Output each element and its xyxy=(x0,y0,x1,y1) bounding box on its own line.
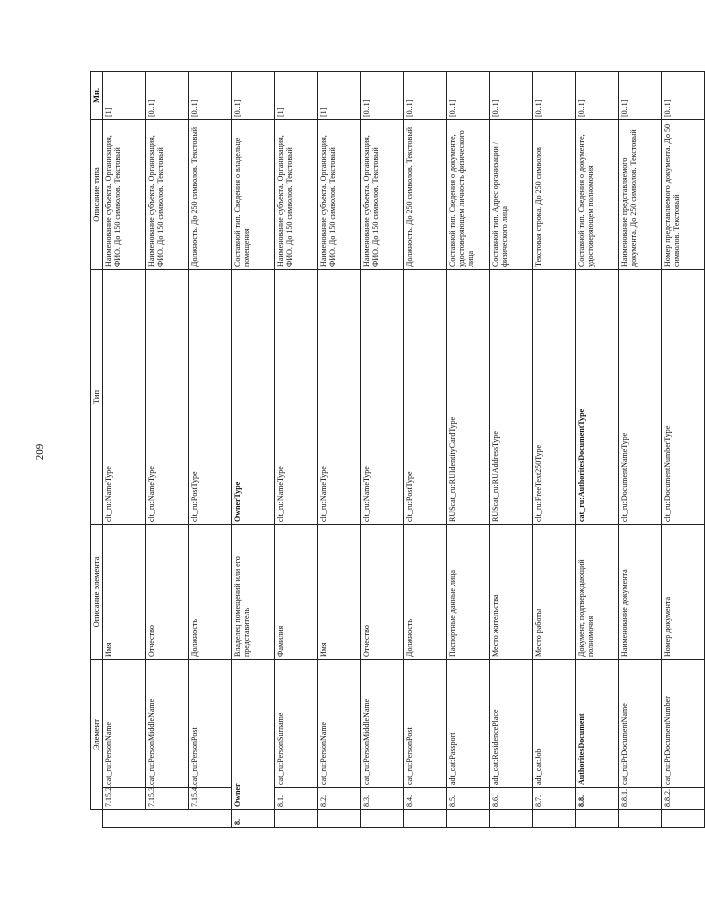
header-blank xyxy=(91,810,103,828)
row-type-desc: Наименование субъекта. Организация, ФИО. До 150 символов. Текстовый xyxy=(361,120,404,270)
schema-table xyxy=(90,71,705,828)
row-type: clt_ru:NameType xyxy=(318,270,361,525)
table-row xyxy=(490,72,533,828)
row-number: 7.15.4. xyxy=(189,788,232,810)
table-row xyxy=(662,72,705,828)
table-row xyxy=(318,72,361,828)
row-type-desc: Составной тип. Сведения о владельце помещения xyxy=(232,120,275,270)
row-number: 8.5. xyxy=(447,788,490,810)
row-element: cat_ru:PersonMiddleName xyxy=(146,660,189,788)
row-element-desc: Отчество xyxy=(361,525,404,660)
row-number: 8.7. xyxy=(533,788,576,810)
row-type-desc: Текстовая строка. До 250 символов xyxy=(533,120,576,270)
row-element: Owner xyxy=(232,660,275,810)
table-row xyxy=(103,72,146,828)
row-number: 8.3. xyxy=(361,788,404,810)
row-spacer xyxy=(103,810,146,828)
row-spacer xyxy=(576,810,619,828)
row-element-desc: Должность xyxy=(404,525,447,660)
row-type-desc: Составной тип. Адрес организации / физического лица xyxy=(490,120,533,270)
row-type-desc: Наименование субъекта. Организация, ФИО. До 150 символов. Текстовый xyxy=(318,120,361,270)
row-spacer xyxy=(361,810,404,828)
row-element: AuthoritesDocument xyxy=(576,660,619,788)
rotated-table-wrapper xyxy=(90,72,681,828)
row-type: clt_ru:NameType xyxy=(103,270,146,525)
row-element: cat_ru:PersonSurname xyxy=(275,660,318,788)
row-spacer xyxy=(533,810,576,828)
row-element-desc: Место работы xyxy=(533,525,576,660)
row-spacer xyxy=(404,810,447,828)
row-type: cat_ru:AuthoritesDocumentType xyxy=(576,270,619,525)
row-element-desc: Номер документа xyxy=(662,525,705,660)
row-type-desc: Наименование представляемого документа. До 250 символов. Текстовый xyxy=(619,120,662,270)
page-number: 209 xyxy=(34,443,46,461)
table-row xyxy=(361,72,404,828)
row-number: 8.6. xyxy=(490,788,533,810)
row-spacer xyxy=(490,810,533,828)
row-multiplicity: [0..1] xyxy=(619,72,662,120)
row-type: clt_ru:PostType xyxy=(189,270,232,525)
row-number: 8.1. xyxy=(275,788,318,810)
row-multiplicity: [0..1] xyxy=(576,72,619,120)
row-type: clt_ru:DocumentNumberType xyxy=(662,270,705,525)
table-row xyxy=(533,72,576,828)
row-type: OwnerType xyxy=(232,270,275,525)
row-type-desc: Наименование субъекта. Организация, ФИО. До 150 символов. Текстовый xyxy=(146,120,189,270)
header-element: Элемент xyxy=(91,660,103,810)
row-spacer xyxy=(318,810,361,828)
row-type-desc: Наименование субъекта. Организация, ФИО. До 150 символов. Текстовый xyxy=(275,120,318,270)
table-row xyxy=(146,72,189,828)
header-type: Тип xyxy=(91,270,103,525)
row-element: cat_ru:PersonName xyxy=(103,660,146,788)
row-element: cat_ru:PersonMiddleName xyxy=(361,660,404,788)
row-type: clt_ru:NameType xyxy=(275,270,318,525)
header-type-desc: Описание типа xyxy=(91,120,103,270)
row-spacer xyxy=(146,810,189,828)
row-multiplicity: [0..1] xyxy=(232,72,275,120)
table-row-subsection xyxy=(576,72,619,828)
row-element-desc: Наименование документа xyxy=(619,525,662,660)
row-spacer xyxy=(189,810,232,828)
row-element: adt_cat:ResidencePlace xyxy=(490,660,533,788)
row-element: adt_cat:Job xyxy=(533,660,576,788)
row-element-desc: Владелец помещений или его представитель xyxy=(232,525,275,660)
row-number: 8.8.2. xyxy=(662,788,705,810)
row-number: 8.8. xyxy=(576,788,619,810)
row-element-desc: Отчество xyxy=(146,525,189,660)
row-element: cat_ru:PrDocumentNumber xyxy=(662,660,705,788)
table-row-section xyxy=(232,72,275,828)
table-row xyxy=(404,72,447,828)
row-type: clt_ru:PostType xyxy=(404,270,447,525)
row-number: 7.15.2. xyxy=(103,788,146,810)
row-type-desc: Составной тип. Сведения о документе, удостоверяющем личность физического лица xyxy=(447,120,490,270)
row-multiplicity: [0..1] xyxy=(404,72,447,120)
row-type: clt_ru:DocumentNameType xyxy=(619,270,662,525)
row-spacer xyxy=(619,810,662,828)
row-spacer xyxy=(275,810,318,828)
row-type: clt_ru:NameType xyxy=(146,270,189,525)
row-element-desc: Имя xyxy=(103,525,146,660)
row-type: RUScat_ru:RUIdentityCardType xyxy=(447,270,490,525)
row-multiplicity: [0..1] xyxy=(533,72,576,120)
header-element-desc: Описание элемента xyxy=(91,525,103,660)
row-element-desc: Место жительства xyxy=(490,525,533,660)
row-multiplicity: [1] xyxy=(103,72,146,120)
row-element: adt_cat:Passport xyxy=(447,660,490,788)
row-type-desc: Наименование субъекта. Организация, ФИО. До 150 символов. Текстовый xyxy=(103,120,146,270)
row-type: RUScat_ru:RUAddressType xyxy=(490,270,533,525)
header-multiplicity: Мн. xyxy=(91,72,103,120)
row-element-desc: Имя xyxy=(318,525,361,660)
row-type-desc: Номер представляемого документа. До 50 символов. Текстовый xyxy=(662,120,705,270)
row-multiplicity: [0..1] xyxy=(490,72,533,120)
table-row xyxy=(619,72,662,828)
row-multiplicity: [0..1] xyxy=(361,72,404,120)
row-type-desc: Должность. До 250 символов. Текстовый xyxy=(404,120,447,270)
row-number: 8.8.1. xyxy=(619,788,662,810)
row-type-desc: Должность. До 250 символов. Текстовый xyxy=(189,120,232,270)
row-element-desc: Документ, подтверждающий полномочия xyxy=(576,525,619,660)
table-row xyxy=(447,72,490,828)
row-spacer xyxy=(447,810,490,828)
row-number: 7.15.3. xyxy=(146,788,189,810)
row-multiplicity: [0..1] xyxy=(662,72,705,120)
row-type: clt_ru:NameType xyxy=(361,270,404,525)
table-row xyxy=(189,72,232,828)
row-element: cat_ru:PersonPost xyxy=(189,660,232,788)
row-multiplicity: [0..1] xyxy=(189,72,232,120)
row-element: cat_ru:PrDocumentName xyxy=(619,660,662,788)
table-header xyxy=(91,72,103,828)
row-number: 8.2. xyxy=(318,788,361,810)
row-number: 8. xyxy=(232,810,275,828)
row-multiplicity: [0..1] xyxy=(146,72,189,120)
row-multiplicity: [0..1] xyxy=(447,72,490,120)
row-number: 8.4. xyxy=(404,788,447,810)
row-element-desc: Фамилия xyxy=(275,525,318,660)
row-multiplicity: [1] xyxy=(318,72,361,120)
row-element-desc: Паспортные данные лица xyxy=(447,525,490,660)
row-element: cat_ru:PersonPost xyxy=(404,660,447,788)
row-spacer xyxy=(662,810,705,828)
table-row xyxy=(275,72,318,828)
row-element: cat_ru:PersonName xyxy=(318,660,361,788)
row-element-desc: Должность xyxy=(189,525,232,660)
row-type: clt_ru:FreeText250Type xyxy=(533,270,576,525)
row-type-desc: Составной тип. Сведения о документе, удостоверяющем полномочия xyxy=(576,120,619,270)
row-multiplicity: [1] xyxy=(275,72,318,120)
